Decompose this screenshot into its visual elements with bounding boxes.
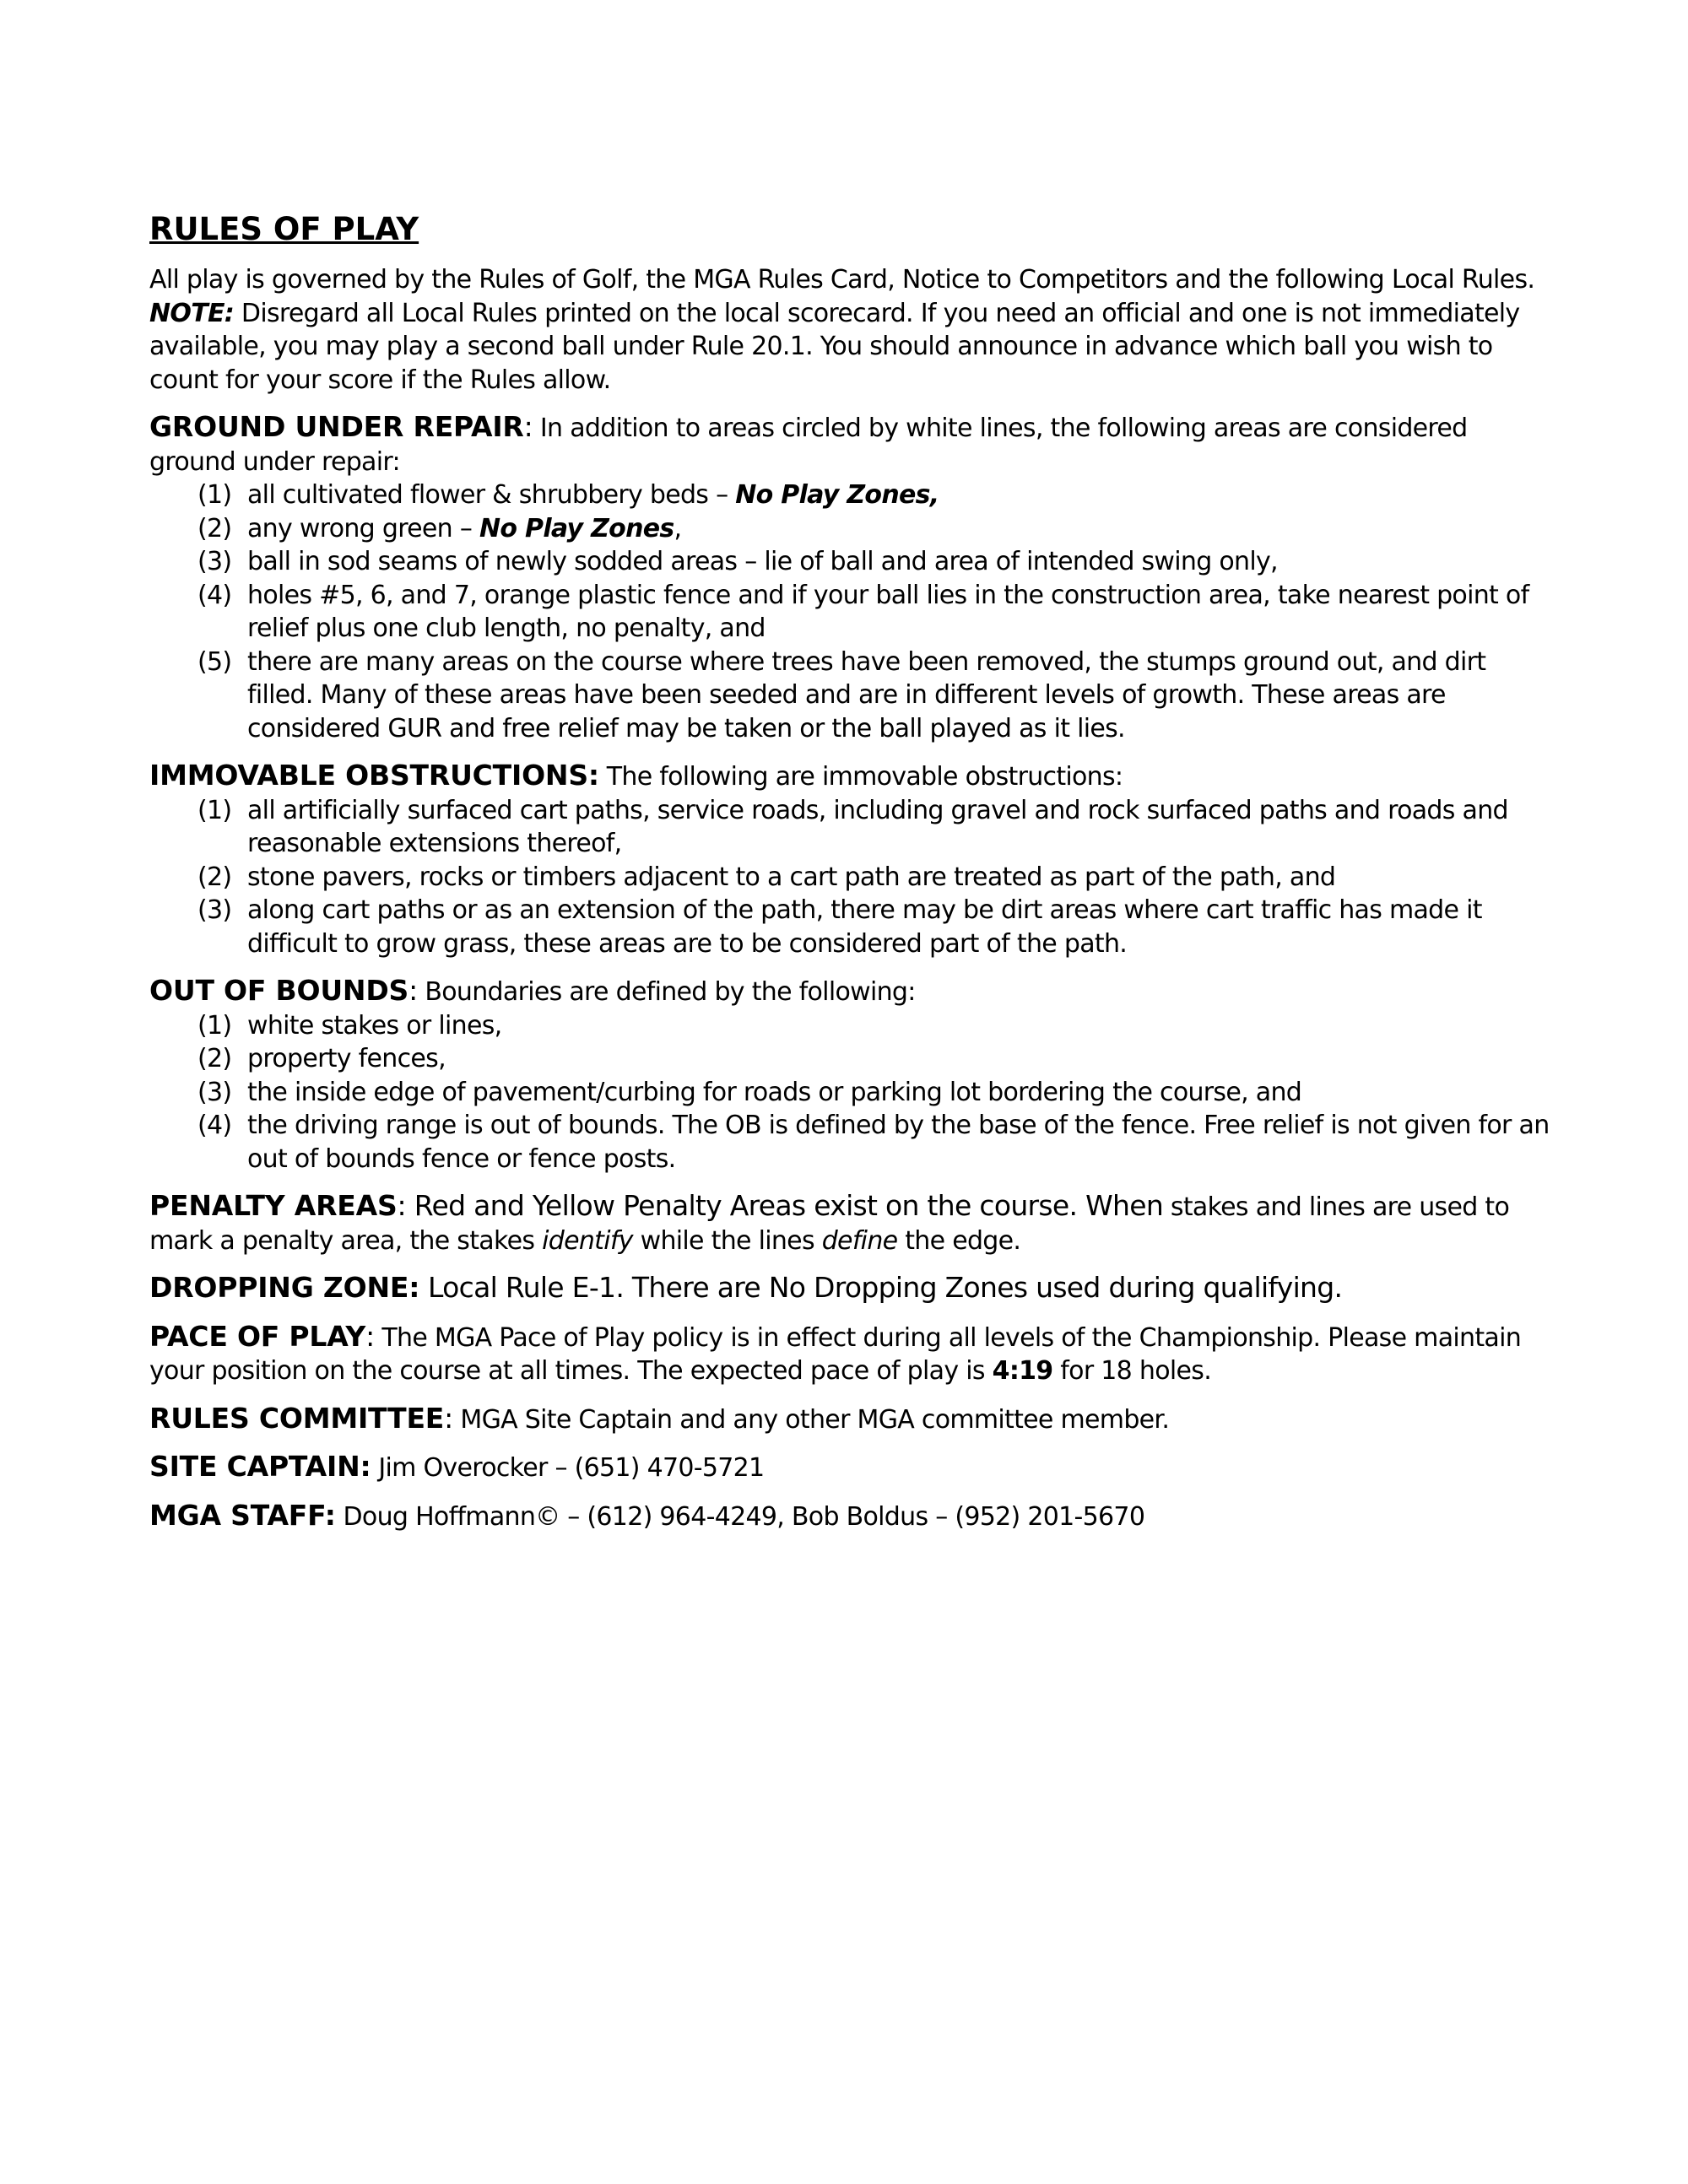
list-item xyxy=(149,1076,1550,1110)
list-emphasis: No Play Zones xyxy=(479,513,674,543)
rules-content xyxy=(149,209,1550,1547)
list-item xyxy=(149,579,1550,646)
staff-text: Doug Hoffmann© – (612) 964-4249, Bob Boldus – (952) 201-5670 xyxy=(335,1501,1145,1532)
penalty-emphasis-identify: identify xyxy=(542,1225,633,1256)
list-number: (4) xyxy=(197,580,232,610)
oob-text: Boundaries are defined by the following: xyxy=(417,977,916,1007)
pace-paragraph xyxy=(149,1320,1550,1388)
list-text: ball in sod seams of newly sodded areas – lie of ball and area of intended swing only, xyxy=(247,547,1278,576)
dropping-heading: DROPPING ZONE: xyxy=(149,1271,420,1304)
captain-paragraph xyxy=(149,1450,1550,1485)
captain-heading: SITE CAPTAIN: xyxy=(149,1450,371,1483)
gur-text: In addition to areas circled by white lines, the following areas are considered ground under repair: xyxy=(149,414,1468,477)
list-text: property fences, xyxy=(247,1044,446,1073)
oob-list xyxy=(149,1009,1550,1176)
intro-text-1: All play is governed by the Rules of Golf, the MGA Rules Card, Notice to Competitors and the following Local Rules. xyxy=(149,265,1535,295)
list-item xyxy=(149,646,1550,746)
penalty-colon: : xyxy=(397,1189,406,1222)
list-item xyxy=(149,894,1550,960)
list-emphasis: No Play Zones, xyxy=(735,480,939,510)
list-text: all cultivated flower & shrubbery beds – xyxy=(247,480,736,510)
gur-colon: : xyxy=(523,410,533,443)
list-item xyxy=(149,512,1550,546)
list-number: (3) xyxy=(197,1077,232,1107)
list-item xyxy=(149,1009,1550,1043)
list-text: any wrong green – xyxy=(247,513,479,543)
penalty-text-2: while the lines xyxy=(632,1225,822,1256)
list-text: the driving range is out of bounds. The OB is defined by the base of the fence. Free relief is not given for an out of bounds fence or fence posts. xyxy=(247,1111,1550,1174)
gur-paragraph xyxy=(149,410,1550,478)
oob-heading: OUT OF BOUNDS xyxy=(149,974,409,1007)
gur-list xyxy=(149,478,1550,745)
pace-text-1: The MGA Pace of Play policy is in effect during all levels of the Championship. Please maintain your position on the course at all times. The expected pace of play is xyxy=(149,1322,1522,1386)
immovable-heading: IMMOVABLE OBSTRUCTIONS: xyxy=(149,759,599,792)
committee-text: MGA Site Captain and any other MGA committee member. xyxy=(452,1404,1170,1435)
list-text: all artificially surfaced cart paths, service roads, including gravel and rock surfaced paths and roads and reasonable extensions thereof, xyxy=(247,795,1508,858)
penalty-text-3: the edge. xyxy=(897,1225,1021,1256)
captain-text: Jim Overocker – (651) 470-5721 xyxy=(371,1453,765,1483)
list-number: (3) xyxy=(197,895,232,925)
pace-time: 4:19 xyxy=(992,1356,1053,1386)
page-title: RULES OF PLAY xyxy=(149,211,419,247)
list-number: (4) xyxy=(197,1111,232,1140)
list-item xyxy=(149,545,1550,579)
list-text: along cart paths or as an extension of the path, there may be dirt areas where cart traffic has made it difficult to grow grass, these areas are to be considered part of the path. xyxy=(247,895,1482,959)
list-text: white stakes or lines, xyxy=(247,1010,502,1041)
list-text: there are many areas on the course where trees have been removed, the stumps ground out, and dirt filled. Many of these areas have been seeded and are in different levels of growth. These areas are considered GUR and free relief may be taken or the ball played as it lies. xyxy=(247,646,1486,743)
list-number: (1) xyxy=(197,1010,232,1041)
list-item xyxy=(149,478,1550,512)
oob-colon: : xyxy=(408,974,418,1007)
list-item xyxy=(149,861,1550,895)
list-number: (5) xyxy=(197,646,232,677)
list-number: (2) xyxy=(197,1044,232,1073)
pace-colon: : xyxy=(365,1319,375,1353)
committee-paragraph xyxy=(149,1402,1550,1437)
immovable-text: The following are immovable obstructions: xyxy=(598,762,1123,792)
immovable-paragraph xyxy=(149,759,1550,794)
list-item xyxy=(149,1109,1550,1176)
list-text: stone pavers, rocks or timbers adjacent to a cart path are treated as part of the path, and xyxy=(247,862,1336,892)
list-number: (2) xyxy=(197,862,232,892)
list-number: (1) xyxy=(197,480,232,510)
list-number: (1) xyxy=(197,795,232,825)
note-label: NOTE: xyxy=(149,298,235,328)
list-text: holes #5, 6, and 7, orange plastic fence and if your ball lies in the construction area, take nearest point of relief plus one club length, no penalty, and xyxy=(247,580,1529,643)
list-text: the inside edge of pavement/curbing for roads or parking lot bordering the course, and xyxy=(247,1077,1302,1107)
penalty-text-1: stakes and lines are used to mark a penalty area, the stakes xyxy=(149,1192,1510,1256)
dropping-paragraph xyxy=(149,1271,1550,1306)
dropping-text: Local Rule E-1. There are No Dropping Zones used during qualifying. xyxy=(419,1271,1343,1304)
list-text-post: , xyxy=(674,513,682,543)
list-item xyxy=(149,794,1550,861)
intro-text-2: Disregard all Local Rules printed on the local scorecard. If you need an official and one is not immediately available, you may play a second ball under Rule 20.1. You should announce in advance which ball you wish to count for your score if the Rules allow. xyxy=(149,298,1520,395)
staff-paragraph xyxy=(149,1499,1550,1534)
list-number: (2) xyxy=(197,513,232,543)
oob-paragraph xyxy=(149,974,1550,1009)
pace-heading: PACE OF PLAY xyxy=(149,1319,366,1353)
list-number: (3) xyxy=(197,547,232,576)
penalty-heading: PENALTY AREAS xyxy=(149,1189,398,1222)
committee-heading: RULES COMMITTEE xyxy=(149,1401,445,1435)
pace-text-2: for 18 holes. xyxy=(1052,1356,1212,1386)
gur-heading: GROUND UNDER REPAIR xyxy=(149,410,524,443)
committee-colon: : xyxy=(444,1401,453,1435)
intro-paragraph xyxy=(149,263,1550,397)
list-item xyxy=(149,1042,1550,1076)
immovable-list xyxy=(149,794,1550,961)
penalty-big-text: Red and Yellow Penalty Areas exist on the course. When xyxy=(405,1189,1164,1222)
staff-heading: MGA STAFF: xyxy=(149,1498,336,1532)
penalty-paragraph xyxy=(149,1189,1550,1257)
penalty-emphasis-define: define xyxy=(821,1225,898,1256)
